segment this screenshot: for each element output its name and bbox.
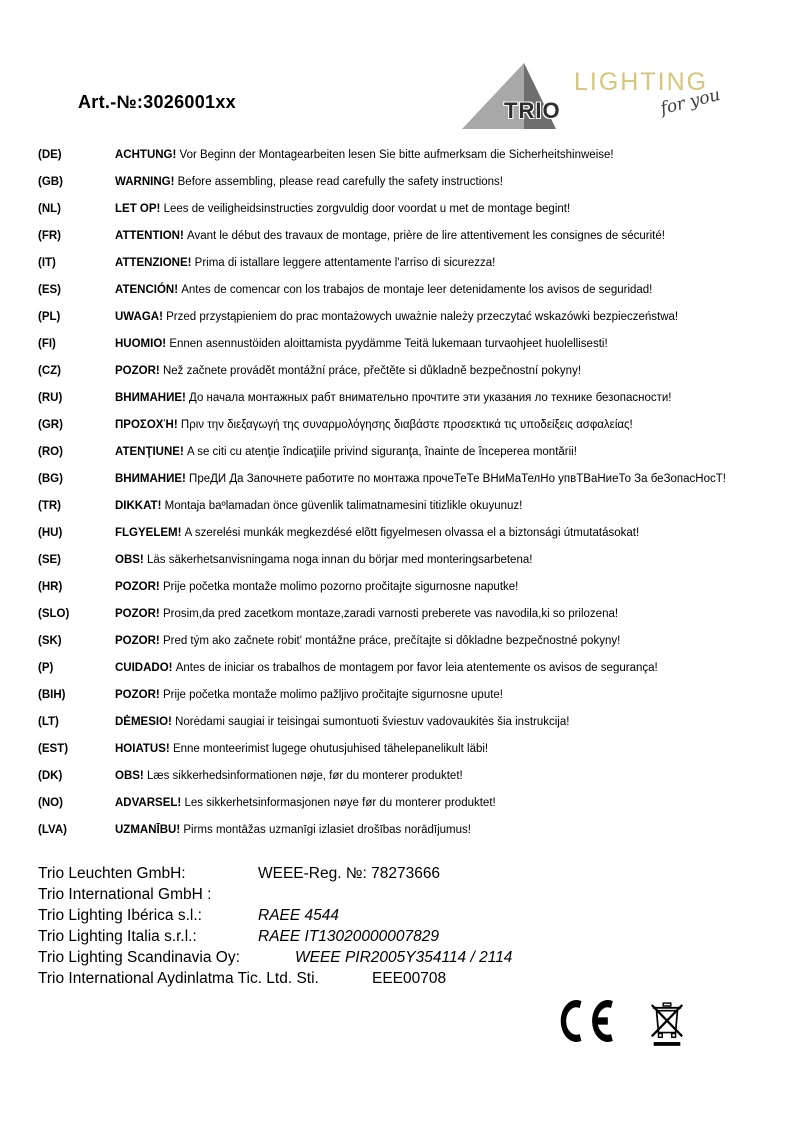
trio-logo [462,60,742,136]
warning-message [115,472,726,499]
language-code: (DK) [38,770,63,782]
registration-number: WEEE-Reg. №: 78273666 [258,865,441,882]
language-code: (P) [38,662,54,674]
language-code: (LVA) [38,824,67,836]
warning-text: Les sikkerhetsinformasjonen nøye før du monterer produktet! [184,797,496,809]
warning-message [115,148,614,175]
warning-row [38,364,782,391]
language-code: (IT) [38,257,56,269]
language-code: (PL) [38,311,61,323]
language-code: (CZ) [38,365,61,377]
warning-text: Avant le début des travaux de montage, prière de lire attentivement les consignes de sécurité! [186,230,665,242]
language-code: (SLO) [38,608,70,620]
language-code: (HU) [38,527,63,539]
warning-message [115,823,471,850]
warning-keyword: LET OP! [115,203,161,215]
warning-row [38,256,782,283]
warning-row [38,391,782,418]
warning-row [38,310,782,337]
warning-message [115,580,518,607]
warning-row [38,796,782,823]
company-registrations [38,864,512,990]
warning-message [115,607,618,634]
registration-number: WEEE PIR2005Y354114 / 2114 [295,949,513,966]
registration-number: EEE00708 [372,970,447,987]
warning-row [38,148,782,175]
warning-message [115,364,581,391]
ce-mark-icon [556,1000,616,1042]
warning-keyword: POZOR! [115,608,160,620]
warning-text: A se citi cu atenţie îndicaţiile privind siguranţa, înainte de începerea montării! [186,446,577,458]
warning-text: Prosim,da pred zacetkom montaze,zaradi varnosti preberete vas navodila,ki so prilozena! [162,608,619,620]
trio-wordmark: TRIO [504,98,561,123]
language-code: (BIH) [38,689,66,701]
warning-row [38,418,782,445]
warning-keyword: FLGYELEM! [115,527,182,539]
warning-keyword: POZOR! [115,689,160,701]
language-code: (ES) [38,284,61,296]
warning-message [115,634,620,661]
warning-row [38,607,782,634]
warnings-list [38,148,782,850]
warning-message [115,310,678,337]
warning-keyword: POZOR! [115,581,160,593]
warning-row [38,337,782,364]
warning-keyword: HUOMIO! [115,338,167,350]
company-line [38,969,512,990]
warning-keyword: ВНИМАНИЕ! [115,473,186,485]
warning-row [38,499,782,526]
warning-row [38,742,782,769]
warning-text: Lees de veiligheidsinstructies zorgvuldig door voordat u met de montage begint! [163,203,571,215]
warning-keyword: UZMANĪBU! [115,824,181,836]
warning-message [115,202,570,229]
warning-row [38,526,782,553]
language-code: (TR) [38,500,61,512]
warning-keyword: UWAGA! [115,311,163,323]
warning-message [115,715,569,742]
warning-text: До начала монтажных рабт внимательно прочтите эти указания ло технике безопасности! [189,392,672,404]
warning-message [115,796,496,823]
language-code: (HR) [38,581,63,593]
for-you-tagline: for you [658,84,723,120]
language-code: (RO) [38,446,63,458]
warning-row [38,769,782,796]
warning-keyword: ATENŢIUNE! [115,446,184,458]
company-line [38,885,512,906]
warning-text: Prije početka montaže molimo pozorno pročitajte sigurnosne naputke! [162,581,519,593]
warning-keyword: HOIATUS! [115,743,170,755]
warning-row [38,283,782,310]
warning-text: Než začnete provádět montážní práce, přečtěte si důkladně bezpečnostní pokyny! [162,365,582,377]
warning-row [38,688,782,715]
warning-text: Montaja baºlamadan önce güvenlik talimatnamesini titizlikle okuyunuz! [164,500,523,512]
warning-text: Antes de comencar con los trabajos de montaje leer detenidamente los avisos de seguridad! [181,284,653,296]
language-code: (SK) [38,635,62,647]
language-code: (FI) [38,338,56,350]
warning-message [115,337,608,364]
company-line [38,864,512,885]
article-number: Art.-№:3026001xx [78,92,236,112]
warning-row [38,661,782,688]
warning-text: Prije početka montaže molimo pažljivo pročitajte sigurnosne upute! [162,689,504,701]
language-code: (RU) [38,392,63,404]
company-name: Trio Lighting Italia s.r.l.: [38,928,197,945]
warning-message [115,229,665,256]
warning-keyword: ACHTUNG! [115,149,177,161]
warning-message [115,499,522,526]
warning-row [38,823,782,850]
warning-row [38,715,782,742]
warning-row [38,472,782,499]
language-code: (GB) [38,176,63,188]
warning-message [115,742,488,769]
warning-text: A szerelési munkák megkezdésé elõtt figyelmesen olvassa el a biztonsági útmutatásokat! [184,527,640,539]
warning-keyword: ВНИМАНИЕ! [115,392,186,404]
warning-keyword: OBS! [115,770,144,782]
registration-number: RAEE 4544 [258,907,339,924]
company-line [38,906,512,927]
language-code: (EST) [38,743,69,755]
warning-text: Ennen asennustöiden aloittamista pyydämme Teitä lukemaan turvaohjeet huolellisesti! [169,338,608,350]
warning-keyword: ATENCIÓN! [115,284,179,296]
lighting-wordmark: LIGHTING [574,68,709,96]
warning-message [115,769,463,796]
warning-row [38,580,782,607]
warning-row [38,229,782,256]
warning-row [38,202,782,229]
warning-message [115,553,532,580]
warning-text: Norėdami saugiai ir teisingai sumontuoti šviestuv vadovaukitės šia instrukcija! [175,716,570,728]
language-code: (GR) [38,419,63,431]
warning-text: Przed przystąpieniem do prac montażowych uważnie należy przeczytać wskazówki bezpieczeństwa! [166,311,679,323]
warning-text: Antes de iniciar os trabalhos de montagem por favor leia atentemente os avisos de segurança! [175,662,658,674]
warning-text: Prima di istallare leggere attentamente l'arriso di sicurezza! [194,257,496,269]
warning-text: Læs sikkerhedsinformationen nøje, før du monterer produktet! [146,770,463,782]
warning-text: Läs säkerhetsanvisningama noga innan du börjar med monteringsarbetena! [146,554,533,566]
warning-keyword: POZOR! [115,365,160,377]
warning-text: Pirms montāžas uzmanīgi izlasiet drošības norādījumus! [183,824,471,836]
warning-keyword: ATTENTION! [115,230,184,242]
company-line [38,927,512,948]
warning-text: Πριν την διεξαγωγή της συναρμολόγησης διαβάστε προσεκτικά τις υποδείξεις ασφαλείας! [180,419,633,431]
warning-keyword: ADVARSEL! [115,797,182,809]
warning-row [38,175,782,202]
warning-message [115,661,658,688]
warning-keyword: CUIDADO! [115,662,173,674]
warning-message [115,688,503,715]
warning-keyword: ΠΡΟΣΟΧΉ! [115,419,178,431]
warning-text: Pred tým ako začnete robit' montážne práce, prečítajte si dôkladne bezpečnostné pokyny! [162,635,621,647]
warning-text: Vor Beginn der Montagearbeiten lesen Sie bitte aufmerksam die Sicherheitshinweise! [179,149,614,161]
warning-text: Before assembling, please read carefully the safety instructions! [177,176,503,188]
warning-keyword: POZOR! [115,635,160,647]
language-code: (NL) [38,203,61,215]
warning-message [115,526,639,553]
warning-message [115,445,577,472]
warning-message [115,256,495,283]
company-line [38,948,512,969]
language-code: (LT) [38,716,59,728]
warning-keyword: OBS! [115,554,144,566]
warning-keyword: DIKKAT! [115,500,162,512]
company-name: Trio International GmbH : [38,886,212,903]
warning-text: ПреДИ Да Започнете работите по монтажа прочеТеТе ВНиМаТелНо упвТВаНиеТо За беЗопасНосТ! [189,473,726,485]
company-name: Trio Lighting Ibérica s.l.: [38,907,202,924]
warning-message [115,418,633,445]
warning-text: Enne monteerimist lugege ohutusjuhised tähelepanelikult läbi! [172,743,489,755]
company-name: Trio Lighting Scandinavia Oy: [38,949,240,966]
warning-row [38,634,782,661]
warning-message [115,391,671,418]
warning-keyword: ATTENZIONE! [115,257,192,269]
registration-number: RAEE IT13020000007829 [258,928,439,945]
company-name: Trio International Aydinlatma Tic. Ltd. Sti. [38,970,319,987]
weee-crossed-bin-icon [648,1000,686,1048]
language-code: (FR) [38,230,61,242]
warning-row [38,553,782,580]
warning-message [115,283,652,310]
language-code: (NO) [38,797,63,809]
language-code: (BG) [38,473,63,485]
warning-row [38,445,782,472]
warning-keyword: DĖMESIO! [115,716,172,728]
warning-message [115,175,503,202]
warning-keyword: WARNING! [115,176,175,188]
language-code: (DE) [38,149,62,161]
language-code: (SE) [38,554,61,566]
company-name: Trio Leuchten GmbH: [38,865,186,882]
